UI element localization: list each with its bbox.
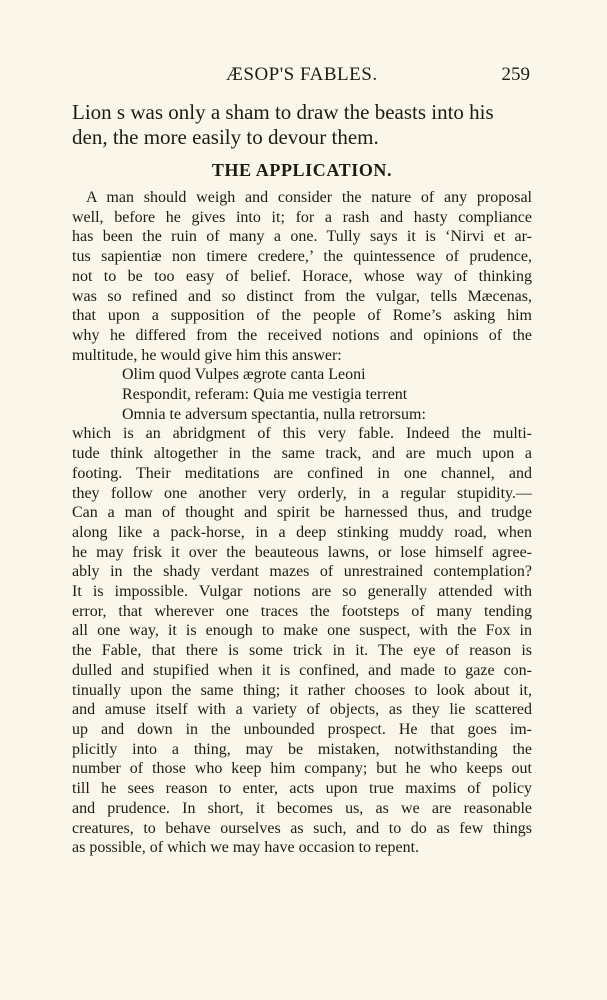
fable-ending-line: Lion s was only a sham to draw the beasts into his (72, 100, 494, 124)
text-line: which is an abridgment of this very fable. Indeed the multi- (72, 425, 532, 443)
text-line: dulled and stupified when it is confined, and made to gaze con- (72, 661, 532, 679)
text-line: It is impossible. Vulgar notions are so generally attended with (72, 583, 532, 601)
page-number: 259 (501, 64, 530, 85)
fable-ending (72, 100, 532, 150)
text-line: has been the ruin of many a one. Tully says it is ‘Nirvi et ar- (72, 228, 532, 246)
text-line: plicitly into a thing, may be mistaken, notwithstanding the (72, 740, 532, 758)
running-title: ÆSOP'S FABLES. (226, 64, 378, 85)
text-line: he may frisk it over the beauteous lawns, or lose himself agree- (72, 543, 532, 561)
text-line: tinually upon the same thing; it rather chooses to look about it, (72, 681, 532, 699)
text-line: the Fable, that there is some trick in it. The eye of reason is (72, 642, 532, 660)
text-line: footing. Their meditations are confined in one channel, and (72, 464, 532, 482)
text-line: Can a man of thought and spirit be harnessed thus, and trudge (72, 504, 532, 522)
text-line: why he differed from the received notions and opinions of the (72, 326, 532, 344)
application-text (72, 188, 532, 858)
section-title: THE APPLICATION. (211, 160, 393, 180)
page-header (70, 64, 530, 88)
text-line: ably in the shady verdant mazes of unrestrained contemplation? (72, 563, 532, 581)
text-line: all one way, it is enough to make one suspect, with the Fox in (72, 622, 532, 640)
text-line: A man should weigh and consider the nature of any proposal (86, 189, 532, 206)
verse-line: Olim quod Vulpes ægrote canta Leoni (122, 366, 366, 384)
text-line: up and down in the unbounded prospect. He that goes im- (72, 720, 532, 738)
text-line: not to be too easy of belief. Horace, whose way of thinking (72, 267, 532, 285)
text-line: as possible, of which we may have occasion to repent. (72, 839, 420, 857)
text-line: along like a pack-horse, in a deep stinking muddy road, when (72, 523, 532, 541)
text-line: error, that wherever one traces the footsteps of many tending (72, 602, 532, 620)
verse-line: Respondit, referam: Quia me vestigia terrent (122, 386, 408, 404)
text-line: well, before he gives into it; for a rash and hasty compliance (72, 208, 532, 226)
text-line: till he sees reason to enter, acts upon true maxims of policy (72, 780, 532, 798)
text-line: number of those who keep him company; but he who keeps out (72, 760, 532, 778)
text-line: and amuse itself with a variety of objects, as they lie scattered (72, 701, 532, 719)
text-line: they follow one another very orderly, in a regular stupidity.— (72, 484, 532, 502)
text-line: tude think altogether in the same track, and are much upon a (72, 445, 532, 463)
text-line: creatures, to behave ourselves as such, and to do as few things (72, 819, 532, 837)
text-line: that upon a supposition of the people of Rome’s asking him (72, 307, 532, 325)
text-line: multitude, he would give him this answer: (72, 346, 342, 364)
text-line: and prudence. In short, it becomes us, as we are reasonable (72, 799, 532, 817)
text-line: tus sapientiæ non timere credere,’ the quintessence of prudence, (72, 248, 532, 266)
verse-line: Omnia te adversum spectantia, nulla retrorsum: (122, 405, 426, 423)
text-line: was so refined and so distinct from the vulgar, tells Mæcenas, (72, 287, 532, 305)
fable-ending-line: den, the more easily to devour them. (72, 125, 379, 149)
